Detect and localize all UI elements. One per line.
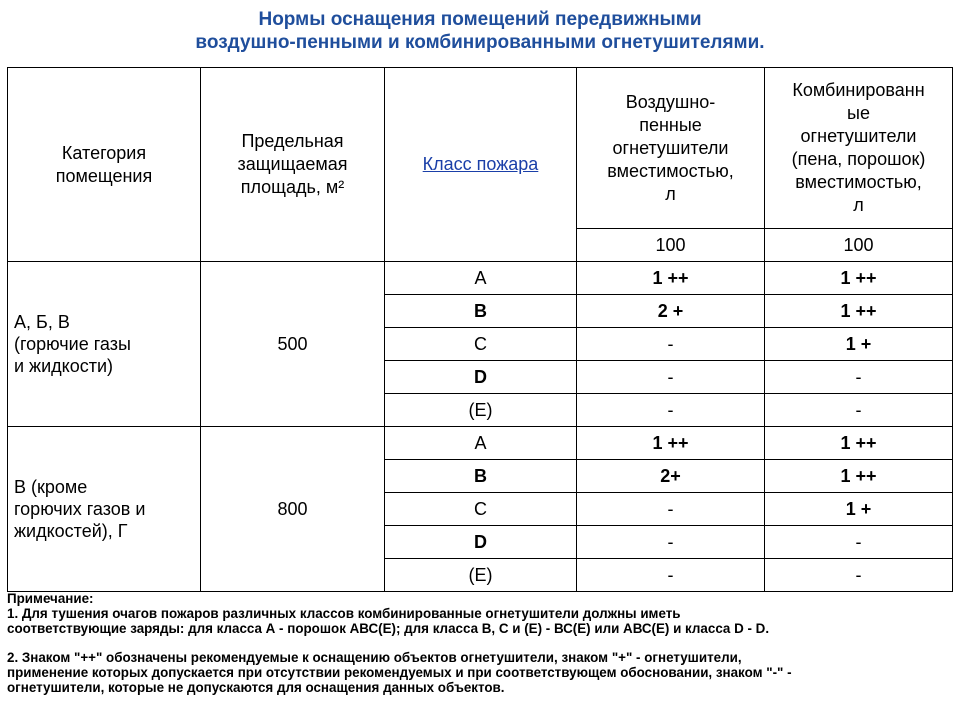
combined-value: 1 ++ bbox=[765, 460, 953, 493]
header-area: Предельная защищаемая площадь, м² bbox=[201, 68, 385, 262]
note-p2-line-3: огнетушители, которые не допускаются для оснащения данных объектов. bbox=[7, 680, 505, 695]
note-block bbox=[7, 591, 952, 695]
note-p1-line-1: 1. Для тушения очагов пожаров различных классов комбинированные огнетушители должны иметь bbox=[7, 606, 681, 621]
table-row bbox=[8, 427, 953, 460]
foam-value: - bbox=[577, 526, 765, 559]
combined-value: 1 + bbox=[765, 328, 953, 361]
fire-class-cell: C bbox=[385, 493, 577, 526]
combined-value: 1 ++ bbox=[765, 262, 953, 295]
foam-value: - bbox=[577, 328, 765, 361]
fire-class-cell: A bbox=[385, 427, 577, 460]
foam-value: 1 ++ bbox=[577, 427, 765, 460]
note-p2-line-1: 2. Знаком "++" обозначены рекомендуемые к оснащению объектов огнетушители, знаком "+" - огнетушители, bbox=[7, 650, 742, 665]
note-p1-line-2: соответствующие заряды: для класса А - порошок АВС(Е); для класса В, С и (Е) - ВС(Е) или АВС(Е) и класса D - D. bbox=[7, 621, 770, 636]
fire-class-cell: D bbox=[385, 526, 577, 559]
header-combined-extinguishers: Комбинированн ые огнетушители (пена, порошок) вместимостью, л bbox=[765, 68, 953, 229]
note-p2-line-2: применение которых допускается при отсутствии рекомендуемых и при соответствующем обосновании, знаком "-" - bbox=[7, 665, 792, 680]
fire-class-cell: (E) bbox=[385, 394, 577, 427]
combined-capacity: 100 bbox=[765, 229, 953, 262]
category-group-1: А, Б, В (горючие газы и жидкости) bbox=[8, 262, 201, 427]
fire-class-cell: B bbox=[385, 295, 577, 328]
header-fire-class bbox=[385, 68, 577, 262]
combined-value: 1 ++ bbox=[765, 427, 953, 460]
fire-class-cell: A bbox=[385, 262, 577, 295]
fire-class-link[interactable]: Класс пожара bbox=[422, 154, 539, 174]
page-title bbox=[0, 8, 960, 54]
fire-class-cell: D bbox=[385, 361, 577, 394]
foam-value: - bbox=[577, 559, 765, 592]
extinguisher-norms-table bbox=[7, 67, 953, 592]
foam-value: 1 ++ bbox=[577, 262, 765, 295]
foam-value: 2 + bbox=[577, 295, 765, 328]
area-group-2: 800 bbox=[201, 427, 385, 592]
fire-class-cell: (E) bbox=[385, 559, 577, 592]
header-foam-extinguishers: Воздушно- пенные огнетушители вместимостью, л bbox=[577, 68, 765, 229]
foam-value: - bbox=[577, 361, 765, 394]
combined-value: - bbox=[765, 361, 953, 394]
title-line-1: Нормы оснащения помещений передвижными bbox=[258, 9, 702, 30]
combined-value: - bbox=[765, 559, 953, 592]
foam-value: - bbox=[577, 394, 765, 427]
note-heading: Примечание: bbox=[7, 591, 94, 606]
combined-value: 1 ++ bbox=[765, 295, 953, 328]
foam-value: 2+ bbox=[577, 460, 765, 493]
title-line-2: воздушно-пенными и комбинированными огнетушителями. bbox=[195, 32, 765, 53]
combined-value: - bbox=[765, 394, 953, 427]
foam-capacity: 100 bbox=[577, 229, 765, 262]
category-group-2: В (кроме горючих газов и жидкостей), Г bbox=[8, 427, 201, 592]
area-group-1: 500 bbox=[201, 262, 385, 427]
foam-value: - bbox=[577, 493, 765, 526]
fire-class-cell: B bbox=[385, 460, 577, 493]
combined-value: 1 + bbox=[765, 493, 953, 526]
fire-class-cell: C bbox=[385, 328, 577, 361]
header-category: Категория помещения bbox=[8, 68, 201, 262]
combined-value: - bbox=[765, 526, 953, 559]
table-row bbox=[8, 262, 953, 295]
